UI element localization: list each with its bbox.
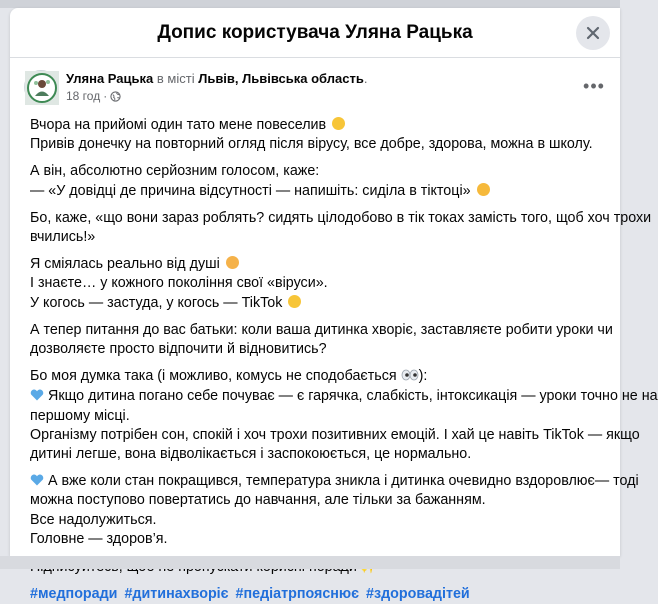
paragraph: [30, 321, 620, 359]
background-strip: [0, 556, 620, 569]
blue-heart-icon: [30, 474, 44, 486]
post-header: [22, 68, 608, 108]
avatar[interactable]: [24, 70, 58, 104]
text-line: Бо моя думка така (і можливо, комусь не сподобається: [30, 368, 397, 385]
author-name[interactable]: Уляна Рацька: [66, 71, 154, 86]
laughing-emoji-icon: [477, 183, 490, 196]
blue-heart-icon: [30, 389, 44, 401]
text-line: Якщо дитина погано себе почуває — є гарячка, слабкість, інтоксикація — уроки точно не на: [48, 388, 658, 405]
text-line: Все надолужиться.: [30, 511, 157, 528]
paragraph: [30, 162, 620, 200]
post-text: [30, 116, 658, 604]
paragraph: [30, 116, 620, 154]
text-line: Бо, каже, «що вони зараз роблять? сидять цілодобово в тік токах замість того, щоб хоч трохи: [30, 209, 652, 226]
text-line: дитині легше, вона відволікається і заспокоюється, це нормально.: [30, 446, 472, 463]
text-line: ):: [418, 368, 428, 385]
paragraph: [30, 472, 639, 549]
grinning-emoji-icon: [288, 295, 301, 308]
paragraph: [30, 209, 652, 247]
location-prefix: в місті: [156, 71, 195, 86]
hashtag-list: [30, 585, 620, 604]
hashtag-link[interactable]: #здоровадітей: [366, 586, 470, 603]
text-line: І знаєте… у кожного покоління свої «віруси».: [30, 275, 328, 292]
text-line: А він, абсолютно серйозним голосом, каже:: [30, 163, 320, 180]
text-line: Головне — здоров’я.: [30, 530, 168, 547]
text-line: — «У довідці де причина відсутності — напишіть: сиділа в тіктоці»: [30, 182, 471, 199]
text-line: Я сміялась реально від душі: [30, 256, 220, 273]
location-link[interactable]: Львів, Львівська область: [198, 71, 364, 86]
paragraph: [30, 255, 620, 313]
text-line: дозволяєте просто відпочити й відновитись?: [30, 341, 327, 358]
close-button[interactable]: [576, 16, 610, 50]
text-line: вчились!»: [30, 229, 96, 246]
globe-icon[interactable]: [110, 91, 121, 102]
hashtag-link[interactable]: #педіатрпояснює: [235, 586, 360, 603]
text-line: можна поступово повертатись до навчання, але тільки за бажанням.: [30, 492, 486, 509]
eyes-emoji-icon: [401, 368, 419, 387]
post-time[interactable]: 18 год: [66, 89, 101, 103]
more-options-button[interactable]: •••: [583, 75, 605, 96]
text-line: У когось — застуда, у когось — TikTok: [30, 294, 283, 311]
text-line: Вчора на прийомі один тато мене повеселив: [30, 117, 327, 133]
dialog-title: Допис користувача Уляна Рацька: [157, 21, 473, 43]
post-meta: [66, 89, 121, 103]
hashtag-link[interactable]: #дитинахворіє: [124, 586, 229, 603]
text-line: першому місці.: [30, 407, 130, 424]
text-line: Організму потрібен сон, спокій і хоч трохи позитивних емоцій. І хай це навіть TikTok — якщо: [30, 426, 640, 443]
meta-separator: ·: [103, 89, 108, 103]
text-line: А тепер питання до вас батьки: коли ваша дитинка хворіє, заставляєте робити уроки чи: [30, 321, 613, 338]
dialog-header: [10, 8, 620, 58]
text-line: А вже коли стан покращився, температура зникла і дитинка очевидно вздоровлює— тоді: [48, 473, 639, 490]
background-strip: [0, 0, 620, 8]
hugging-emoji-icon: [226, 256, 239, 269]
avatar-image: [25, 71, 59, 105]
smiling-emoji-icon: [332, 117, 345, 130]
location-suffix: .: [363, 71, 368, 86]
close-icon: [586, 26, 600, 40]
text-line: Привів донечку на повторний огляд після вірусу, все добре, здорова, можна в школу.: [30, 136, 593, 153]
paragraph: [30, 367, 658, 464]
author-line: [66, 71, 367, 86]
post-dialog: [10, 8, 658, 603]
hashtag-link[interactable]: #медпоради: [30, 586, 118, 603]
